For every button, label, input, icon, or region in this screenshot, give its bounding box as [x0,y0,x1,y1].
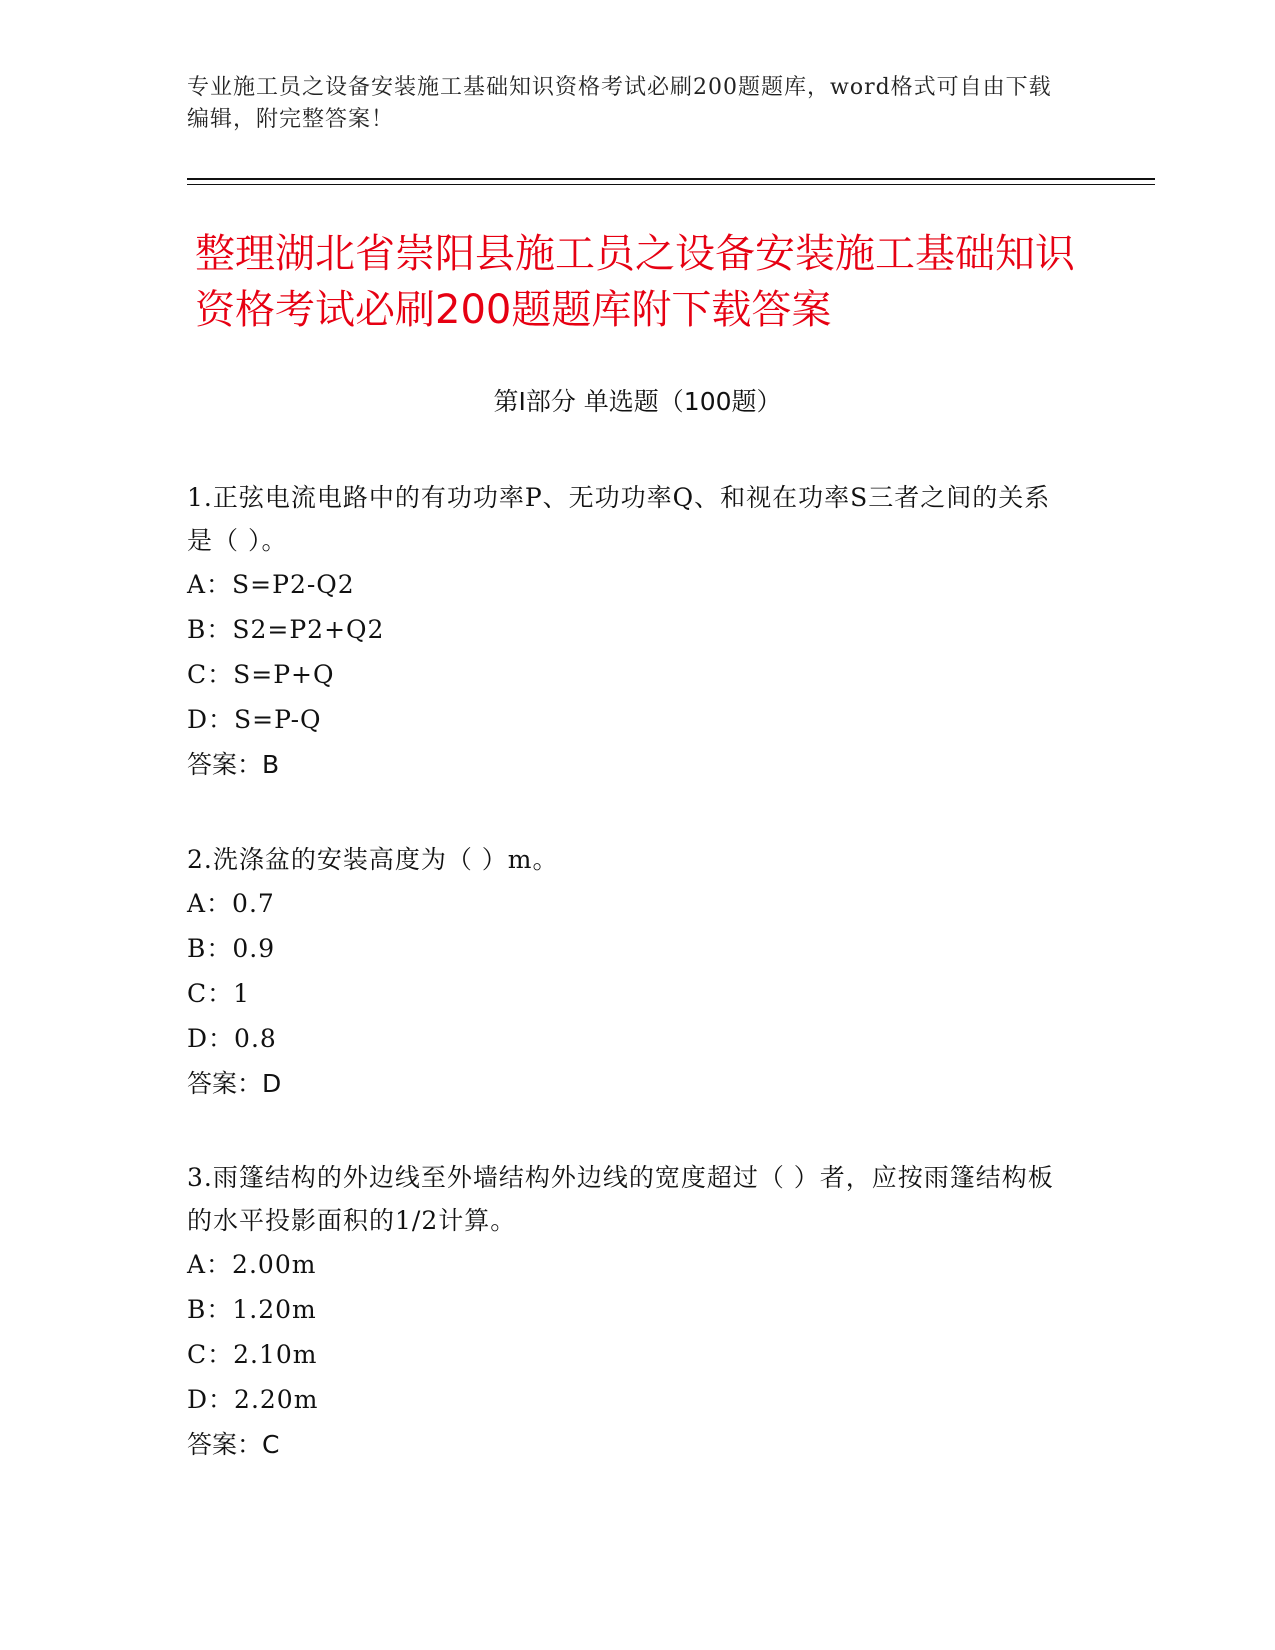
header-divider-thin [187,184,1155,185]
section-title: 第Ⅰ部分 单选题（100题） [493,387,782,416]
question-block [187,476,1067,787]
question-block [187,1156,1067,1467]
question-stem: 3.雨篷结构的外边线至外墙结构外边线的宽度超过（ ）者，应按雨篷结构板的水平投影面积的1/2计算。 [187,1163,1054,1235]
option-c: C：1 [187,979,251,1008]
header-note: 专业施工员之设备安装施工基础知识资格考试必刷200题题库，word格式可自由下载编辑，附完整答案！ [187,75,1052,132]
option-d: D：S=P-Q [187,705,322,734]
option-b: B：1.20m [187,1295,317,1324]
answer: 答案：C [187,1430,280,1459]
option-d: D：0.8 [187,1024,277,1053]
question-stem: 1.正弦电流电路中的有功功率P、无功功率Q、和视在功率S三者之间的关系是（ ）。 [187,483,1051,555]
answer: 答案：B [187,750,280,779]
option-a: A：S=P2-Q2 [187,570,355,599]
option-b: B：S2=P2+Q2 [187,615,385,644]
document-title: 整理湖北省崇阳县施工员之设备安装施工基础知识资格考试必刷200题题库附下载答案 [195,231,1075,333]
header-divider-thick [187,178,1155,180]
option-a: A：0.7 [187,889,275,918]
option-a: A：2.00m [187,1250,317,1279]
option-c: C：2.10m [187,1340,318,1369]
option-c: C：S=P+Q [187,660,335,689]
option-d: D：2.20m [187,1385,319,1414]
answer: 答案：D [187,1069,282,1098]
question-block [187,838,1067,1106]
question-stem: 2.洗涤盆的安装高度为（ ）m。 [187,845,559,874]
option-b: B：0.9 [187,934,276,963]
